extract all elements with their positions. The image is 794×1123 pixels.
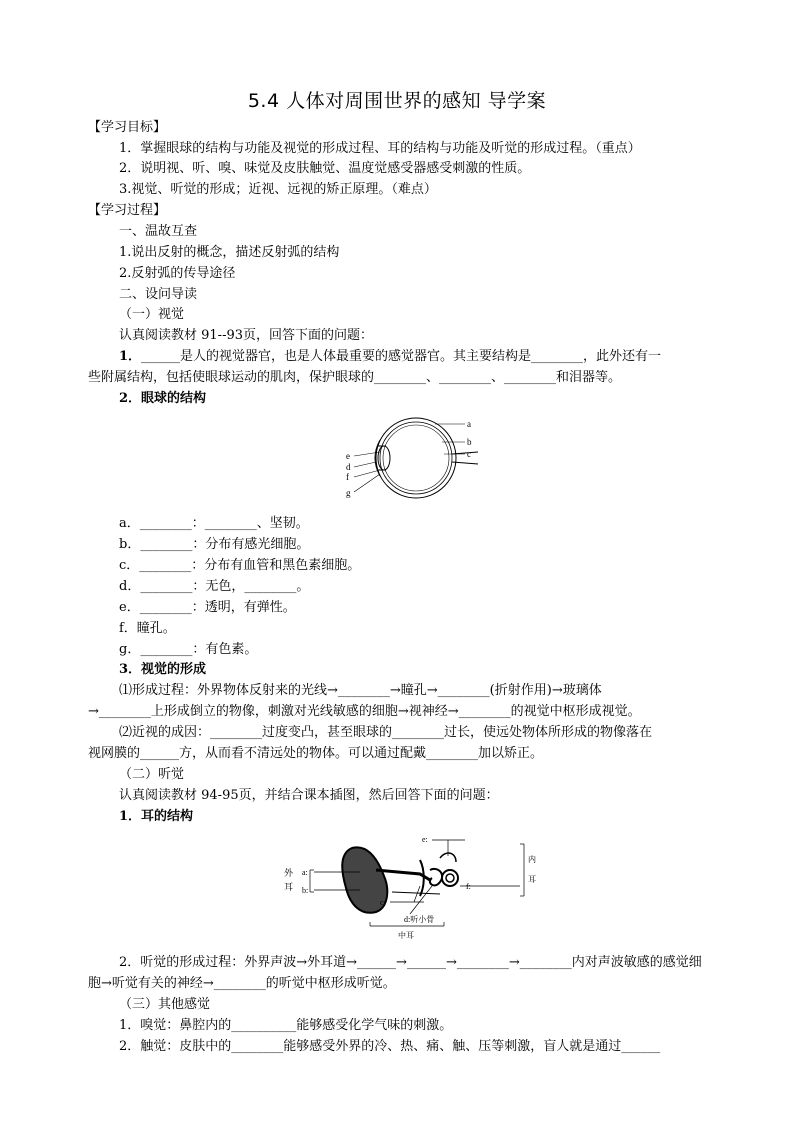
touch-question: 2．触觉：皮肤中的________能够感受外界的冷、热、痛、触、压等刺激，盲人就是通过______ — [119, 1039, 661, 1054]
eye-part-a: a．________：________、坚韧。 — [119, 516, 309, 531]
page-title: 5.4 人体对周围世界的感知 导学案 — [247, 90, 547, 112]
ear-cochlea-inner — [446, 874, 454, 882]
ear-drum — [420, 860, 424, 896]
ear-label-f: f: — [466, 882, 471, 891]
eye-leader-f — [354, 470, 380, 477]
ear-label-e: e: — [422, 835, 428, 844]
ear-eustachian-tube — [392, 892, 440, 894]
middle-ear-label: 中耳 — [398, 931, 414, 940]
ear-ossicles — [430, 869, 442, 885]
goals-heading: 【学习目标】 — [88, 120, 167, 135]
eye-part-b: b．________：分布有感光细胞。 — [119, 537, 310, 552]
question-1-num: 1． — [119, 349, 142, 364]
eye-part-c: c．________：分布有血管和黑色素细胞。 — [119, 558, 361, 573]
question-2-title: 2．眼球的结构 — [119, 391, 207, 406]
outer-ear-label-2: 耳 — [284, 882, 294, 892]
vision-title: （一）视觉 — [119, 307, 185, 322]
question-3-1-line-2: →________上形成倒立的物像，刺激对光线敏感的细胞→视神经→________的视觉中枢形成视觉。 — [88, 704, 641, 719]
hearing-process-line-1: 2．听觉的形成过程：外界声波→外耳道→______→______→________→________内对声波敏感的感觉细 — [119, 955, 702, 970]
eye-label-g: g — [346, 488, 351, 498]
eye-diagram-svg — [340, 412, 480, 504]
eye-part-e: e．________：透明，有弹性。 — [119, 600, 296, 615]
eye-part-g: g．________：有色素。 — [119, 642, 258, 657]
goal-item-1: 1．掌握眼球的结构与功能及视觉的形成过程、耳的结构与功能及听觉的形成过程。（重点） — [119, 141, 641, 156]
ear-diagram-svg — [280, 830, 542, 945]
review-title: 一、温故互查 — [119, 224, 198, 239]
eye-choroid-outline — [380, 422, 452, 494]
inner-ear-label-1: 内 — [528, 855, 536, 864]
hearing-title: （二）听觉 — [119, 767, 185, 782]
eye-label-a: a — [467, 419, 471, 429]
eye-leader-d — [354, 462, 376, 467]
ear-structure-title: 1．耳的结构 — [119, 809, 194, 824]
eye-label-e: e — [346, 451, 350, 461]
goal-item-3: 3.视觉、听觉的形成；近视、远视的矫正原理。（难点） — [119, 182, 437, 197]
eye-label-d: d — [346, 462, 351, 472]
review-item-1: 1.说出反射的概念，描述反射弧的结构 — [119, 245, 340, 260]
guide-title: 二、设问导读 — [119, 287, 198, 302]
inner-ear-label-2: 耳 — [528, 875, 536, 884]
question-1-line-2: 些附属结构，包括使眼球运动的肌肉，保护眼球的________、________、________和泪器等。 — [88, 370, 622, 385]
question-3-2-line-2: 视网膜的______方，从而看不清远处的物体。可以通过配戴________加以矫正。 — [88, 746, 544, 761]
outer-ear-label-1: 外 — [284, 868, 294, 878]
eye-part-d: d．________：无色，________。 — [119, 579, 310, 594]
question-1-line-1: 1．______是人的视觉器官，也是人体最重要的感觉器官。其主要结构是________，此外还有一 — [119, 349, 662, 364]
eye-retina-outline — [383, 425, 449, 491]
eye-part-f: f．瞳孔。 — [119, 621, 176, 636]
ear-label-d: d:听小骨 — [404, 915, 435, 924]
other-senses-title: （三）其他感觉 — [119, 997, 211, 1012]
question-3-2-line-1: ⑵近视的成因：________过度变凸，甚至眼球的________过长，使远处物体所形成的物像落在 — [119, 725, 653, 740]
smell-question: 1．嗅觉：鼻腔内的__________能够感受化学气味的刺激。 — [119, 1018, 453, 1033]
question-3-title: 3．视觉的形成 — [119, 662, 207, 677]
eye-diagram — [340, 412, 480, 504]
vision-read: 认真阅读教材 91--93页，回答下面的问题： — [119, 328, 374, 343]
hearing-read: 认真阅读教材 94-95页，并结合课本插图，然后回答下面的问题： — [119, 788, 499, 803]
ear-cochlea-outer — [442, 870, 458, 886]
eye-sclera-outline — [376, 418, 456, 498]
eye-leader-g — [354, 474, 380, 492]
ear-label-b: b: — [302, 886, 309, 895]
eye-label-b: b — [467, 437, 472, 447]
ear-label-c: c: — [380, 898, 386, 907]
eye-label-c: c — [467, 449, 471, 459]
process-heading: 【学习过程】 — [88, 203, 167, 218]
ear-diagram — [280, 830, 542, 945]
hearing-process-line-2: 胞→听觉有关的神经→________的听觉中枢形成听觉。 — [88, 976, 396, 991]
ear-leader-d — [410, 886, 432, 914]
ear-label-a: a: — [302, 868, 308, 877]
eye-label-f: f — [346, 472, 349, 482]
question-3-1-line-1: ⑴形成过程：外界物体反射来的光线→________→瞳孔→________(折射作用)→玻璃体 — [119, 683, 602, 698]
goal-item-2: 2．说明视、听、嗅、味觉及皮肤触觉、温度觉感受器感受刺激的性质。 — [119, 161, 531, 176]
review-item-2: 2.反射弧的传导途径 — [119, 266, 236, 281]
